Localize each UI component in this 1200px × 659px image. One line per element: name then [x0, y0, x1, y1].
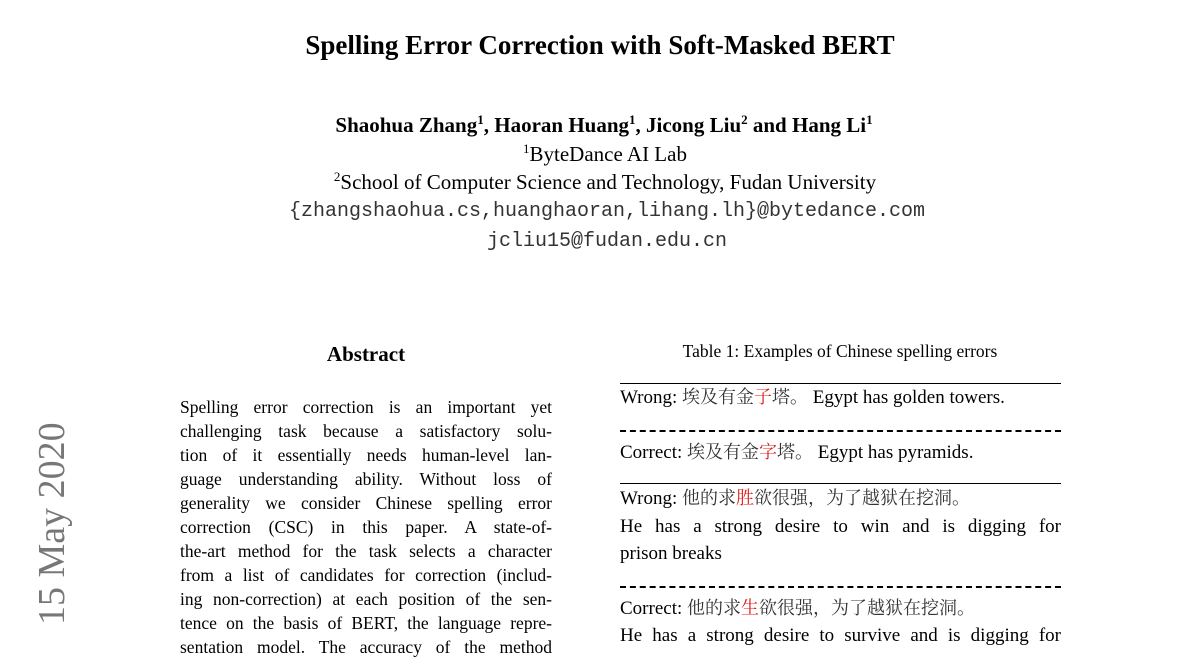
abstract-heading: Abstract — [326, 342, 406, 366]
zh-text: 欲很强，为了越狱在挖洞。 — [759, 598, 976, 619]
english-translation-line: He has a strong desire to win and is digging for — [620, 516, 1061, 537]
author-name: Jicong Liu — [646, 113, 742, 137]
corrected-character: 字 — [759, 442, 778, 463]
zh-text: 埃及有金 — [682, 387, 755, 408]
english-translation: Egypt has golden towers. — [812, 387, 1005, 408]
corrected-character: 生 — [741, 598, 760, 619]
table-row-correct-2 — [620, 595, 1061, 622]
affiliation-1 — [0, 142, 1200, 167]
table-row-wrong-1 — [620, 384, 1061, 411]
author-separator: , — [483, 113, 495, 137]
author-list — [0, 113, 1200, 138]
abstract-line: tence on the basis of BERT, the language repre- — [180, 613, 552, 633]
paper-title: Spelling Error Correction with Soft-Masked BERT — [305, 30, 895, 60]
affiliation-mark: 2 — [333, 169, 341, 184]
email-bytedance: {zhangshaohua.cs,huanghaoran,lihang.lh}@bytedance.com — [288, 200, 926, 223]
author-name: Haoran Huang — [494, 113, 630, 137]
author-affiliation-mark: 1 — [629, 112, 636, 127]
zh-text: 他的求 — [682, 488, 737, 509]
correct-label: Correct: — [620, 442, 683, 463]
abstract-line: the-art method for the task selects a character — [180, 541, 552, 561]
abstract-line: challenging task because a satisfactory solu- — [180, 421, 552, 441]
table-mid-rule — [620, 483, 1061, 484]
english-translation: Egypt has pyramids. — [817, 442, 974, 463]
author-separator: , — [635, 113, 647, 137]
table-row-correct-1 — [620, 439, 1061, 466]
affiliation-text: School of Computer Science and Technology, Fudan University — [340, 170, 877, 194]
chinese-sentence — [687, 598, 975, 619]
author-separator: and — [747, 113, 792, 137]
author-name: Hang Li — [791, 113, 867, 137]
abstract-line: Spelling error correction is an important yet — [180, 397, 552, 417]
english-translation-line: prison breaks — [620, 543, 722, 564]
email-fudan: jcliu15@fudan.edu.cn — [486, 230, 728, 253]
zh-text: 塔。 — [777, 442, 814, 463]
affiliation-mark: 1 — [523, 141, 530, 156]
author-name: Shaohua Zhang — [335, 113, 478, 137]
abstract-line: sentation model. The accuracy of the method — [180, 637, 552, 657]
abstract-line: tion of it essentially needs human-level lan- — [180, 445, 552, 465]
affiliation-2 — [0, 170, 1200, 195]
correct-label: Correct: — [620, 598, 683, 619]
error-character: 胜 — [736, 488, 755, 509]
abstract-line: correction (CSC) in this paper. A state-of- — [180, 517, 552, 537]
table-dashed-rule — [620, 430, 1061, 432]
abstract-line: from a list of candidates for correction (includ- — [180, 565, 552, 585]
table-dashed-rule — [620, 586, 1061, 588]
abstract-line: ing non-correction) at each position of the sen- — [180, 589, 552, 609]
chinese-sentence — [682, 387, 808, 408]
wrong-label: Wrong: — [620, 488, 678, 509]
english-translation-line: He has a strong desire to survive and is digging for — [620, 625, 1061, 646]
affiliation-text: ByteDance AI Lab — [529, 142, 687, 166]
table-row-wrong-2 — [620, 485, 1061, 512]
zh-text: 塔。 — [772, 387, 809, 408]
chinese-sentence — [682, 488, 970, 509]
zh-text: 欲很强，为了越狱在挖洞。 — [754, 488, 971, 509]
author-affiliation-mark: 1 — [477, 112, 484, 127]
zh-text: 他的求 — [687, 598, 742, 619]
zh-text: 埃及有金 — [687, 442, 760, 463]
author-affiliation-mark: 2 — [741, 112, 748, 127]
error-character: 子 — [754, 387, 773, 408]
table-caption: Table 1: Examples of Chinese spelling errors — [682, 341, 998, 361]
abstract-line: guage understanding ability. Without loss of — [180, 469, 552, 489]
author-affiliation-mark: 1 — [866, 112, 873, 127]
abstract-line: generality we consider Chinese spelling error — [180, 493, 552, 513]
arxiv-date-stamp: 15 May 2020 — [31, 422, 73, 625]
chinese-sentence — [687, 442, 813, 463]
wrong-label: Wrong: — [620, 387, 678, 408]
